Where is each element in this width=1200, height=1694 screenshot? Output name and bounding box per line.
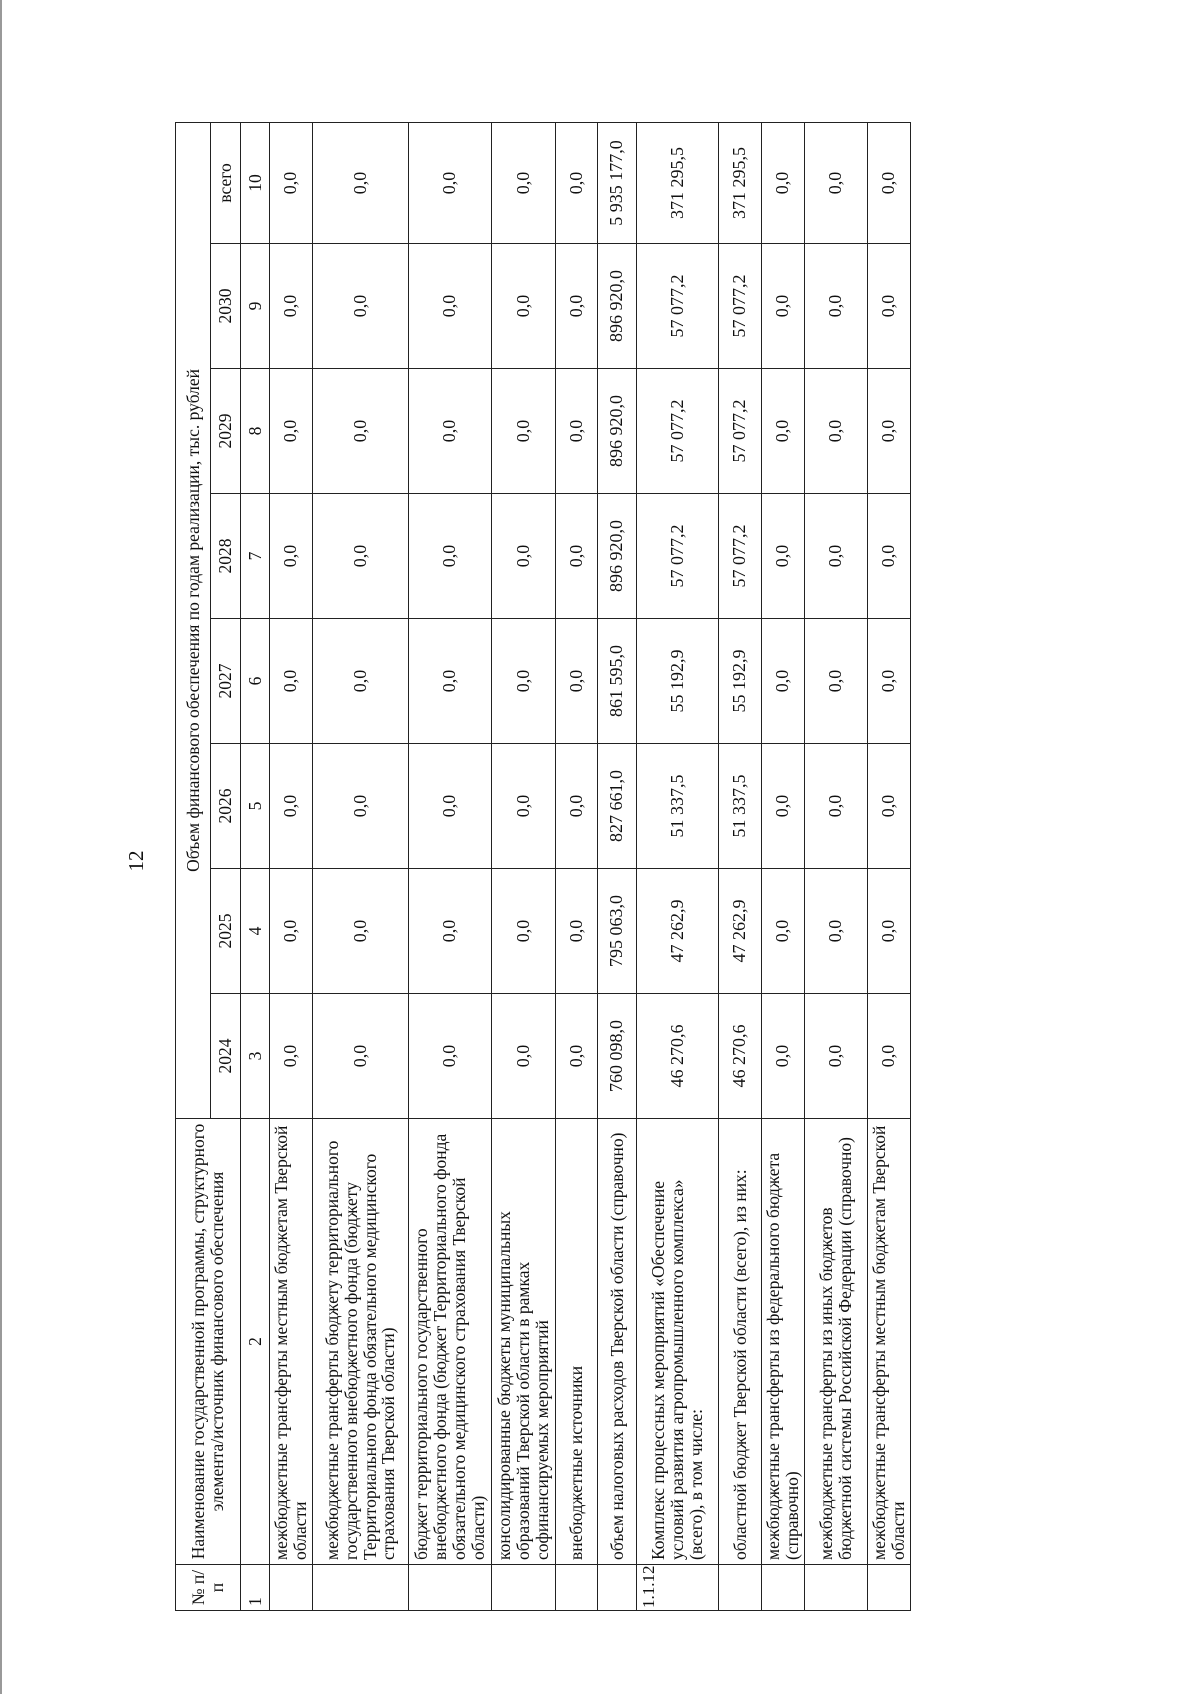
row-year-value: 0,0 [492, 869, 556, 994]
row-year-value: 0,0 [270, 369, 313, 494]
row-number [719, 1565, 762, 1611]
row-year-value: 0,0 [409, 494, 492, 619]
row-total-value: 0,0 [270, 122, 313, 243]
row-year-value: 0,0 [868, 744, 911, 869]
scan-edge [0, 0, 2, 1694]
row-year-value: 0,0 [556, 369, 598, 494]
row-name: бюджет территориального государственного внебюджетного фонда (бюджет Территориального фонда обязательного медицинского страхования Тверской области) [409, 1119, 492, 1565]
column-number: 3 [241, 994, 270, 1119]
row-year-value: 0,0 [409, 994, 492, 1119]
row-year-value: 896 920,0 [598, 494, 637, 619]
column-number: 7 [241, 494, 270, 619]
row-number [868, 1565, 911, 1611]
row-year-value: 0,0 [313, 494, 409, 619]
row-total-value: 371 295,5 [637, 122, 719, 243]
row-number: 1.1.12 [637, 1565, 719, 1611]
row-year-value: 0,0 [556, 869, 598, 994]
row-total-value: 371 295,5 [719, 122, 762, 243]
row-year-value: 0,0 [270, 744, 313, 869]
row-name: межбюджетные трансферты из иных бюджетов бюджетной системы Российской Федерации (справочно) [805, 1119, 868, 1565]
row-number [313, 1565, 409, 1611]
row-number [270, 1565, 313, 1611]
row-year-value: 0,0 [868, 619, 911, 744]
table-row [409, 122, 492, 1610]
row-year-value: 0,0 [868, 369, 911, 494]
header-name: Наименование государственной программы, структурного элемента/источник финансового обеспечения [176, 1119, 241, 1565]
row-year-value: 0,0 [762, 744, 805, 869]
table-row [556, 122, 598, 1610]
row-total-value: 0,0 [762, 122, 805, 243]
row-year-value: 827 661,0 [598, 744, 637, 869]
row-year-value: 57 077,2 [719, 494, 762, 619]
row-year-value: 0,0 [270, 619, 313, 744]
header-year: 2026 [211, 744, 241, 869]
row-year-value: 0,0 [556, 744, 598, 869]
row-year-value: 51 337,5 [719, 744, 762, 869]
row-year-value: 0,0 [409, 619, 492, 744]
header-year: 2025 [211, 869, 241, 994]
row-year-value: 55 192,9 [637, 619, 719, 744]
column-number: 2 [241, 1119, 270, 1565]
row-year-value: 0,0 [313, 869, 409, 994]
header-year: 2027 [211, 619, 241, 744]
row-number [556, 1565, 598, 1611]
row-year-value: 0,0 [868, 869, 911, 994]
row-total-value: 0,0 [805, 122, 868, 243]
row-year-value: 0,0 [492, 619, 556, 744]
row-name: консолидированные бюджеты муниципальных образований Тверской области в рамках софинансируемых мероприятий [492, 1119, 556, 1565]
row-year-value: 0,0 [805, 244, 868, 369]
row-year-value: 896 920,0 [598, 369, 637, 494]
row-number [805, 1565, 868, 1611]
table-row [762, 122, 805, 1610]
row-year-value: 0,0 [409, 369, 492, 494]
row-year-value: 0,0 [805, 494, 868, 619]
table-row [270, 122, 313, 1610]
row-name: межбюджетные трансферты местным бюджетам Тверской области [868, 1119, 911, 1565]
row-year-value: 0,0 [313, 619, 409, 744]
header-volume-title: Объем финансового обеспечения по годам реализации, тыс. рублей [176, 122, 211, 1118]
column-number: 1 [241, 1565, 270, 1611]
row-year-value: 0,0 [492, 994, 556, 1119]
row-total-value: 0,0 [556, 122, 598, 243]
row-year-value: 0,0 [409, 869, 492, 994]
row-year-value: 0,0 [270, 994, 313, 1119]
row-year-value: 55 192,9 [719, 619, 762, 744]
row-year-value: 0,0 [805, 744, 868, 869]
table-row [492, 122, 556, 1610]
table-row [868, 122, 911, 1610]
table-row [637, 122, 719, 1610]
row-total-value: 0,0 [492, 122, 556, 243]
row-year-value: 46 270,6 [637, 994, 719, 1119]
row-year-value: 57 077,2 [637, 494, 719, 619]
row-year-value: 0,0 [492, 369, 556, 494]
page-number: 12 [124, 850, 148, 872]
row-year-value: 0,0 [805, 369, 868, 494]
row-year-value: 0,0 [868, 994, 911, 1119]
row-year-value: 0,0 [868, 494, 911, 619]
row-year-value: 0,0 [270, 494, 313, 619]
row-number [598, 1565, 637, 1611]
row-year-value: 0,0 [762, 494, 805, 619]
row-number [762, 1565, 805, 1611]
row-year-value: 0,0 [270, 244, 313, 369]
row-number [492, 1565, 556, 1611]
row-name: межбюджетные трансферты местным бюджетам Тверской области [270, 1119, 313, 1565]
financing-table [175, 122, 911, 1611]
row-number [409, 1565, 492, 1611]
row-year-value: 0,0 [556, 994, 598, 1119]
row-year-value: 0,0 [313, 244, 409, 369]
header-year: 2030 [211, 244, 241, 369]
row-year-value: 0,0 [313, 744, 409, 869]
row-total-value: 5 935 177,0 [598, 122, 637, 243]
row-total-value: 0,0 [409, 122, 492, 243]
row-year-value: 0,0 [492, 744, 556, 869]
row-year-value: 0,0 [270, 869, 313, 994]
row-year-value: 795 063,0 [598, 869, 637, 994]
column-number: 5 [241, 744, 270, 869]
column-number: 10 [241, 122, 270, 243]
row-year-value: 0,0 [492, 244, 556, 369]
row-year-value: 0,0 [409, 744, 492, 869]
column-number: 4 [241, 869, 270, 994]
row-year-value: 47 262,9 [719, 869, 762, 994]
row-year-value: 0,0 [556, 244, 598, 369]
row-year-value: 57 077,2 [637, 244, 719, 369]
row-year-value: 0,0 [805, 869, 868, 994]
row-year-value: 0,0 [762, 619, 805, 744]
row-name: областной бюджет Тверской области (всего), из них: [719, 1119, 762, 1565]
row-total-value: 0,0 [868, 122, 911, 243]
row-year-value: 57 077,2 [719, 244, 762, 369]
row-year-value: 57 077,2 [637, 369, 719, 494]
table-row [805, 122, 868, 1610]
row-year-value: 0,0 [409, 244, 492, 369]
row-year-value: 0,0 [868, 244, 911, 369]
row-year-value: 0,0 [805, 619, 868, 744]
row-name: межбюджетные трансферты бюджету территориального государственного внебюджетного фонда (бюджету Территориального фонда обязательного медицинского страхования Тверской области) [313, 1119, 409, 1565]
row-name: Комплекс процессных мероприятий «Обеспечение условий развития агропромышленного комплекса» (всего), в том числе: [637, 1119, 719, 1565]
row-year-value: 0,0 [762, 994, 805, 1119]
table-row [598, 122, 637, 1610]
row-year-value: 896 920,0 [598, 244, 637, 369]
column-numbers-row [241, 122, 270, 1610]
row-year-value: 46 270,6 [719, 994, 762, 1119]
column-number: 8 [241, 369, 270, 494]
row-year-value: 0,0 [313, 369, 409, 494]
column-number: 6 [241, 619, 270, 744]
header-total: всего [211, 122, 241, 243]
row-year-value: 0,0 [805, 994, 868, 1119]
row-year-value: 861 595,0 [598, 619, 637, 744]
row-year-value: 57 077,2 [719, 369, 762, 494]
column-number: 9 [241, 244, 270, 369]
row-year-value: 0,0 [762, 369, 805, 494]
row-name: внебюджетные источники [556, 1119, 598, 1565]
row-year-value: 0,0 [492, 494, 556, 619]
table-row [313, 122, 409, 1610]
row-year-value: 0,0 [556, 619, 598, 744]
header-year: 2029 [211, 369, 241, 494]
row-year-value: 47 262,9 [637, 869, 719, 994]
row-year-value: 0,0 [762, 869, 805, 994]
header-year: 2024 [211, 994, 241, 1119]
rotated-table-container [175, 123, 1035, 1611]
row-year-value: 51 337,5 [637, 744, 719, 869]
row-name: объем налоговых расходов Тверской области (справочно) [598, 1119, 637, 1565]
header-number: № п/п [176, 1565, 241, 1611]
row-year-value: 760 098,0 [598, 994, 637, 1119]
row-year-value: 0,0 [556, 494, 598, 619]
row-total-value: 0,0 [313, 122, 409, 243]
row-name: межбюджетные трансферты из федерального бюджета (справочно) [762, 1119, 805, 1565]
row-year-value: 0,0 [313, 994, 409, 1119]
header-year: 2028 [211, 494, 241, 619]
table-row [719, 122, 762, 1610]
row-year-value: 0,0 [762, 244, 805, 369]
